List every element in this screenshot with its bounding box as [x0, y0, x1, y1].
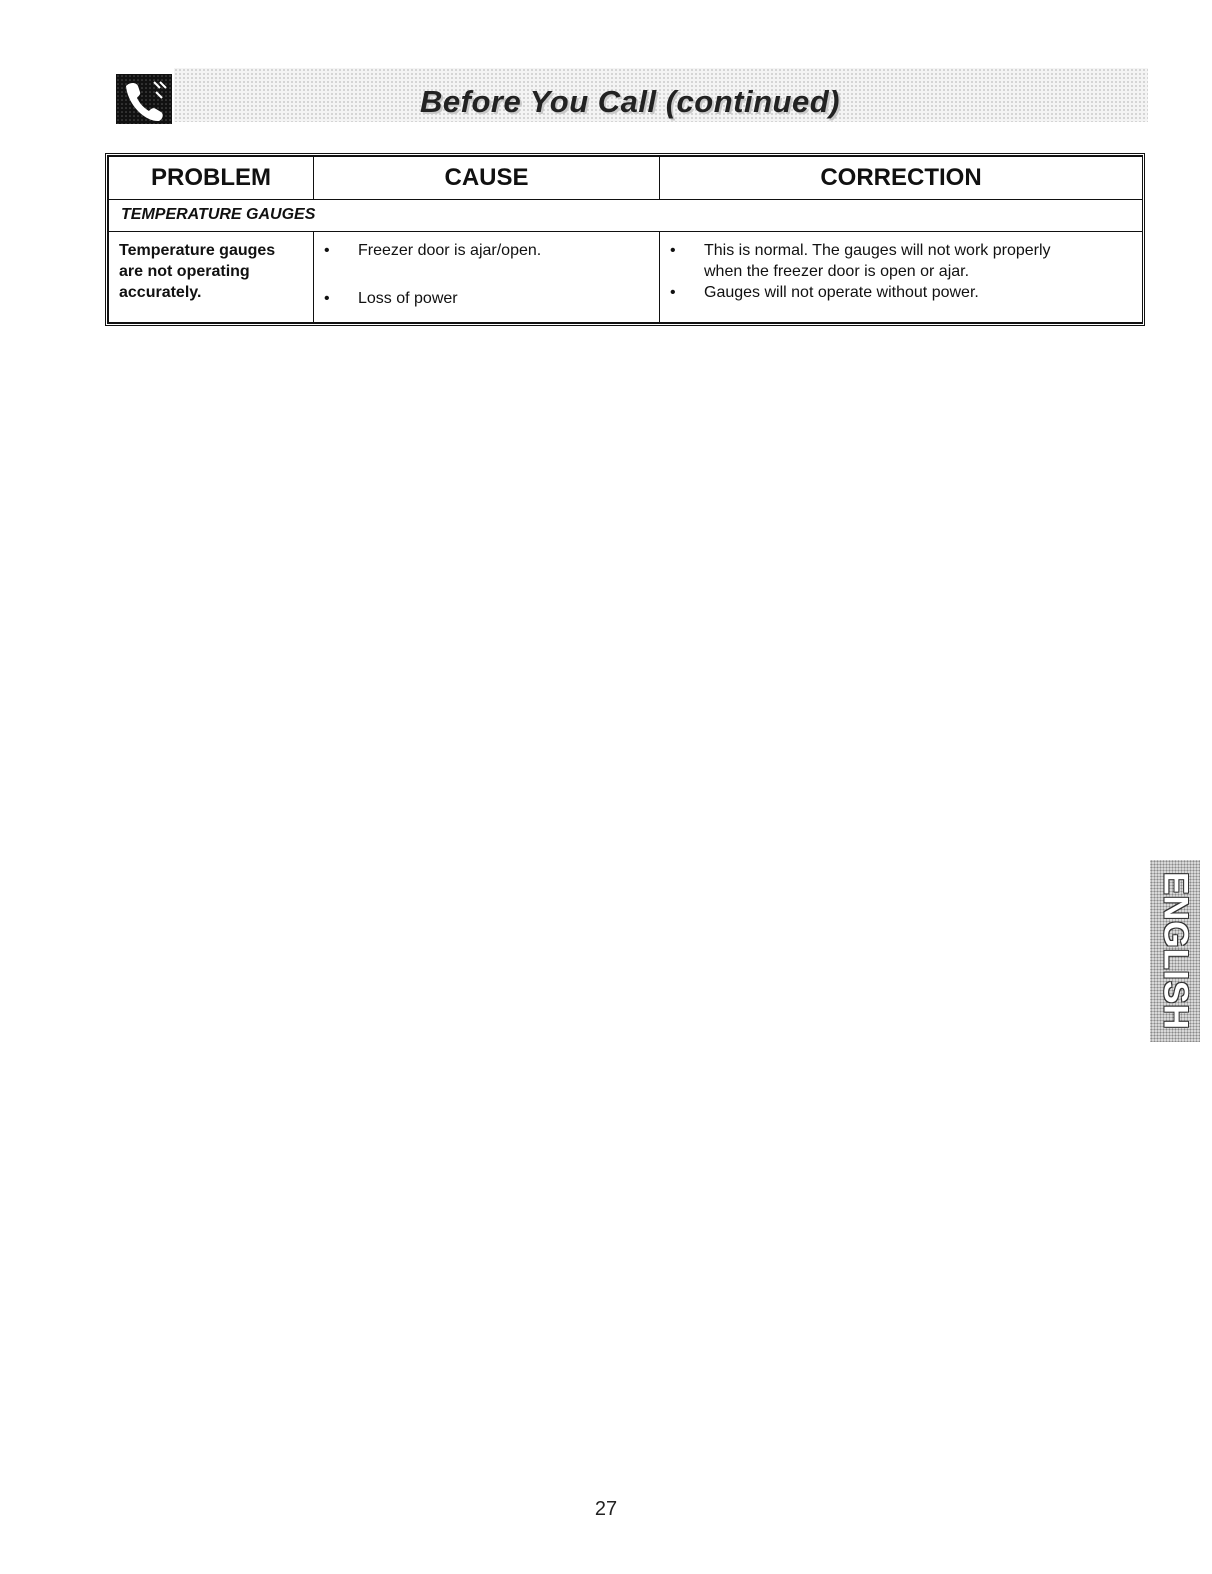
column-header-problem: PROBLEM: [109, 157, 314, 200]
correction-cell: [660, 232, 1143, 323]
column-header-correction: CORRECTION: [660, 157, 1143, 200]
bullet-icon: •: [324, 242, 330, 259]
bullet-icon: •: [670, 284, 676, 301]
cause-list: [314, 240, 659, 309]
cause-cell: [314, 232, 660, 323]
list-item: [660, 282, 1142, 303]
cause-text: Loss of power: [358, 290, 458, 307]
table-row: [109, 232, 1143, 323]
table-header-row: [109, 157, 1143, 200]
problem-line: accurately.: [119, 284, 202, 301]
problem-line: are not operating: [119, 263, 250, 280]
language-tab-label: ENGLISH: [1156, 871, 1195, 1031]
problem-cell: [109, 232, 314, 323]
problem-line: Temperature gauges: [119, 242, 276, 259]
correction-text: This is normal. The gauges will not work properly when the freezer door is open or ajar.: [704, 242, 1051, 280]
list-item: [660, 240, 1142, 282]
language-side-tab: [1150, 860, 1200, 1042]
correction-text: Gauges will not operate without power.: [704, 284, 979, 301]
page-title: Before You Call (continued): [420, 84, 840, 119]
troubleshooting-table: [105, 153, 1145, 326]
page-header-banner: [112, 64, 1148, 126]
section-title: TEMPERATURE GAUGES: [109, 200, 1143, 232]
correction-list: [660, 240, 1142, 303]
page-number: 27: [594, 1498, 618, 1520]
list-item: [314, 240, 659, 261]
cause-text: Freezer door is ajar/open.: [358, 242, 542, 259]
bullet-icon: •: [670, 242, 676, 259]
bullet-icon: •: [324, 290, 330, 307]
column-header-cause: CAUSE: [314, 157, 660, 200]
list-item: [314, 288, 659, 309]
section-header-row: [109, 200, 1143, 232]
